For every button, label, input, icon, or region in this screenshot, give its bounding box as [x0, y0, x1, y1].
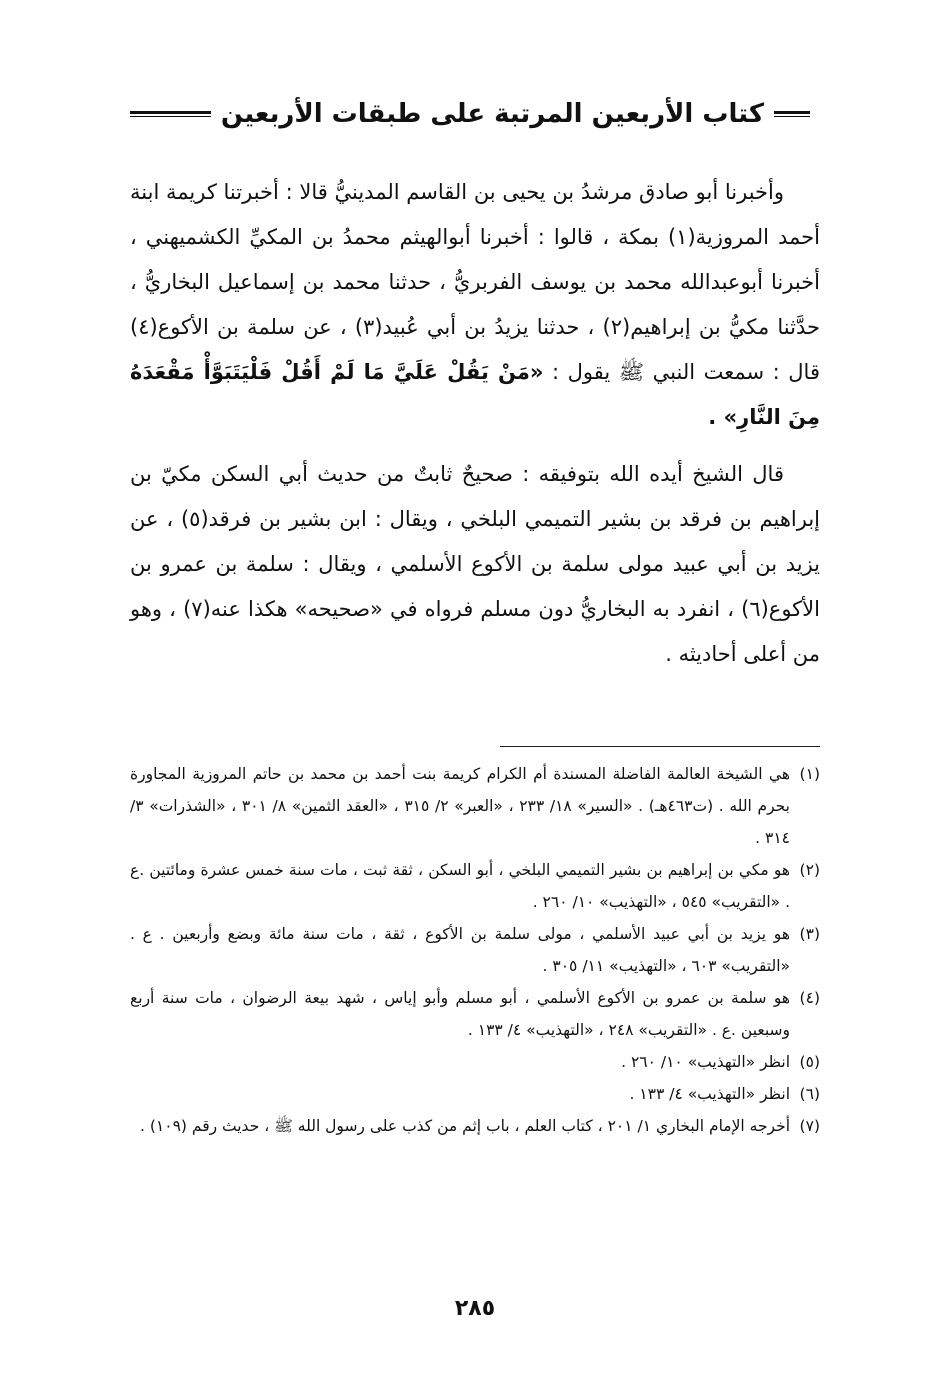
- footnote-text: هو سلمة بن عمرو بن الأكوع الأسلمي ، أبو مسلم وأبو إياس ، شهد بيعة الرضوان ، مات سنة أربع وسبعين .ع . «التقريب» ٢٤٨ ، «التهذيب» ٤/ ١٣٣ .: [130, 989, 790, 1039]
- footnote-text: هو مكي بن إبراهيم بن بشير التميمي البلخي ، أبو السكن ، ثقة ثبت ، مات سنة خمس عشرة ومائتين .ع . «التقريب» ٥٤٥ ، «التهذيب» ١٠/ ٢٦٠ .: [130, 861, 790, 911]
- paragraph-2: قال الشيخ أيده الله بتوفيقه : صحيحٌ ثابتٌ من حديث أبي السكن مكيّ بن إبراهيم بن فرقد بن بشير التميمي البلخي ، ويقال : ابن بشير بن فرقد(٥) ، عن يزيد بن أبي عبيد مولى سلمة بن الأكوع الأسلمي ، ويقال : سلمة بن عمرو بن الأكوع(٦) ، انفرد به البخاريُّ دون مسلم فرواه في «صحيحه» هكذا عنه(٧) ، وهو من أعلى أحاديثه .: [130, 462, 820, 666]
- footnote-text: انظر «التهذيب» ٤/ ١٣٣ .: [629, 1085, 790, 1103]
- footnote-number: (٤): [799, 989, 820, 1007]
- header-rule-left: [130, 111, 211, 117]
- footnote-number: (٧): [799, 1117, 820, 1135]
- paragraph-1: [130, 170, 820, 440]
- footnote-6: [130, 1078, 820, 1110]
- footnote-number: (٢): [799, 861, 820, 879]
- footnote-separator: [500, 746, 820, 747]
- paragraph-1-isnad: وأخبرنا أبو صادق مرشدُ بن يحيى بن القاسم المدينيُّ قالا : أخبرتنا كريمة ابنة أحمد المروزية(١) بمكة ، قالوا : أخبرنا أبوالهيثم محمدُ بن المكيِّ الكشميهني ، أخبرنا أبوعبدالله محمد بن يوسف الفربريُّ ، حدثنا محمد بن إسماعيل البخاريُّ ، حدَّثنا مكيُّ بن إبراهيم(٢) ، حدثنا يزيدُ بن أبي عُبيد(٣) ، عن سلمة بن الأكوع(٤) قال : سمعت النبي ﷺ يقول :: [130, 180, 820, 384]
- hadith-text: «مَنْ يَقُلْ عَلَيَّ مَا لَمْ أَقُلْ فَلْيَتَبَوَّأْ مَقْعَدَهُ مِنَ النَّارِ» .: [130, 360, 820, 429]
- footnote-number: (٦): [799, 1085, 820, 1103]
- main-text: [130, 170, 820, 677]
- footnote-number: (٣): [799, 925, 820, 943]
- footnote-text: هي الشيخة العالمة الفاضلة المسندة أم الكرام كريمة بنت أحمد بن محمد بن حاتم المروزية المجاورة بحرم الله . (ت٤٦٣هـ) . «السير» ١٨/ ٢٣٣ ، «العبر» ٢/ ٣١٥ ، «العقد الثمين» ٨/ ٣٠١ ، «الشذرات» ٣/ ٣١٤ .: [130, 765, 790, 847]
- header-rule-right: [774, 111, 810, 117]
- footnote-text: انظر «التهذيب» ١٠/ ٢٦٠ .: [621, 1053, 790, 1071]
- footnote-number: (٥): [799, 1053, 820, 1071]
- footnote-3: [130, 918, 820, 982]
- footnotes: [130, 758, 820, 1142]
- footnote-number: (١): [799, 765, 820, 783]
- header-title: كتاب الأربعين المرتبة على طبقات الأربعين: [220, 99, 764, 129]
- footnote-5: [130, 1046, 820, 1078]
- footnote-1: [130, 758, 820, 854]
- footnote-4: [130, 982, 820, 1046]
- footnote-text: هو يزيد بن أبي عبيد الأسلمي ، مولى سلمة بن الأكوع ، ثقة ، مات سنة مائة وبضع وأربعين . ع . «التقريب» ٦٠٣ ، «التهذيب» ١١/ ٣٠٥ .: [130, 925, 790, 975]
- footnote-text: أخرجه الإمام البخاري ١/ ٢٠١ ، كتاب العلم ، باب إثم من كذب على رسول الله ﷺ ، حديث رقم (١٠٩) .: [140, 1117, 790, 1135]
- page-number: ٢٨٥: [454, 1296, 496, 1321]
- footnote-2: [130, 854, 820, 918]
- running-header: [130, 92, 810, 136]
- footnote-7: [130, 1110, 820, 1142]
